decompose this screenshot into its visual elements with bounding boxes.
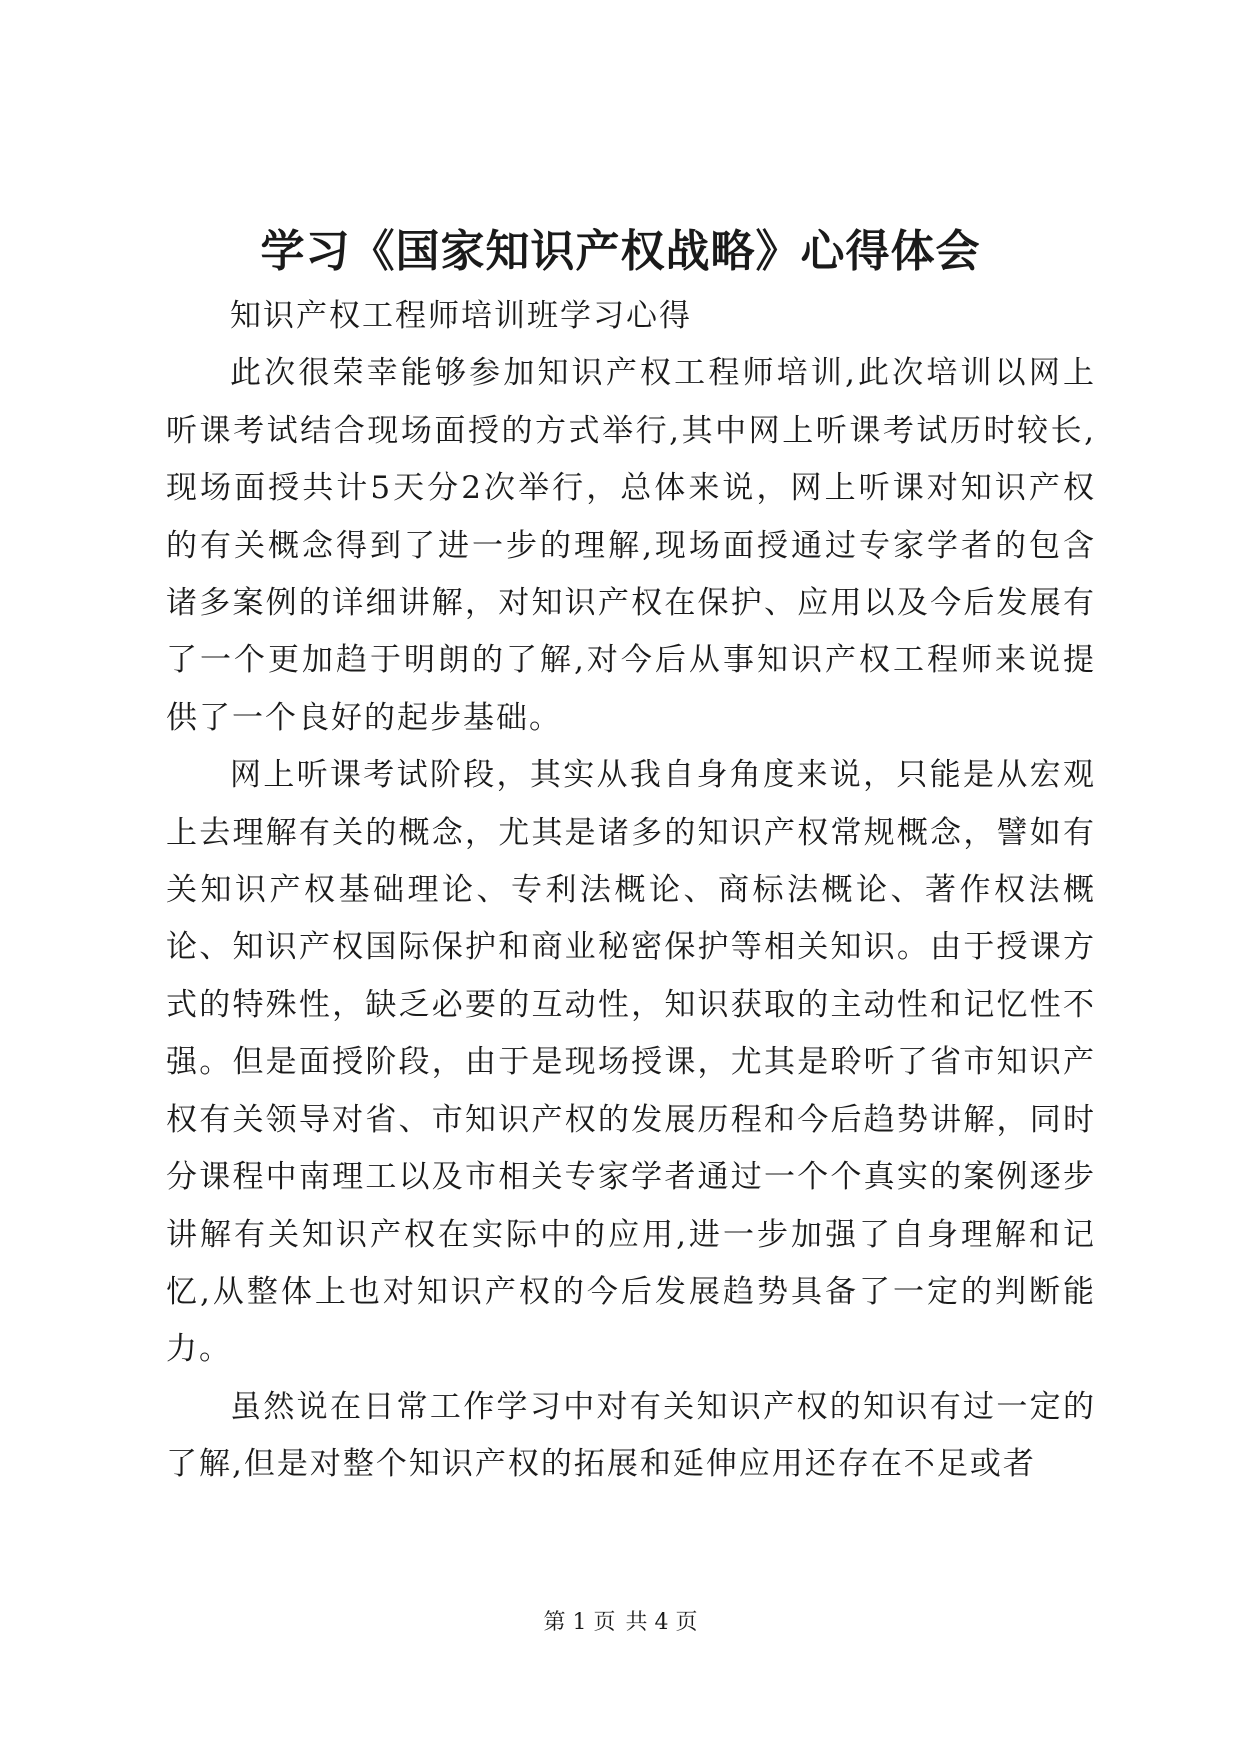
paragraph: 网上听课考试阶段，其实从我自身角度来说，只能是从宏观上去理解有关的概念，尤其是诸多的知识产权常规概念，譬如有关知识产权基础理论、专利法概论、商标法概论、著作权法概论、知识产权国际保护和商业秘密保护等相关知识。由于授课方式的特殊性，缺乏必要的互动性，知识获取的主动性和记忆性不强。但是面授阶段，由于是现场授课，尤其是聆听了省市知识产权有关领导对省、市知识产权的发展历程和今后趋势讲解，同时分课程中南理工以及市相关专家学者通过一个个真实的案例逐步讲解有关知识产权在实际中的应用,进一步加强了自身理解和记忆,从整体上也对知识产权的今后发展趋势具备了一定的判断能力。 <box>166 757 1096 1368</box>
document-title: 学习《国家知识产权战略》心得体会 <box>260 226 981 277</box>
document-body <box>166 288 1096 1494</box>
document-subtitle: 知识产权工程师培训班学习心得 <box>230 298 692 334</box>
paragraph: 虽然说在日常工作学习中对有关知识产权的知识有过一定的了解,但是对整个知识产权的拓展和延伸应用还存在不足或者 <box>166 1388 1096 1483</box>
paragraph: 此次很荣幸能够参加知识产权工程师培训,此次培训以网上听课考试结合现场面授的方式举行,其中网上听课考试历时较长,现场面授共计5天分2次举行，总体来说，网上听课对知识产权的有关概念得到了进一步的理解,现场面授通过专家学者的包含诸多案例的详细讲解，对知识产权在保护、应用以及今后发展有了一个更加趋于明朗的了解,对今后从事知识产权工程师来说提供了一个良好的起步基础。 <box>166 355 1096 736</box>
page-number: 第 1 页 <box>543 1610 616 1635</box>
page-footer <box>0 1608 1241 1638</box>
page-total: 共 4 页 <box>625 1610 698 1635</box>
